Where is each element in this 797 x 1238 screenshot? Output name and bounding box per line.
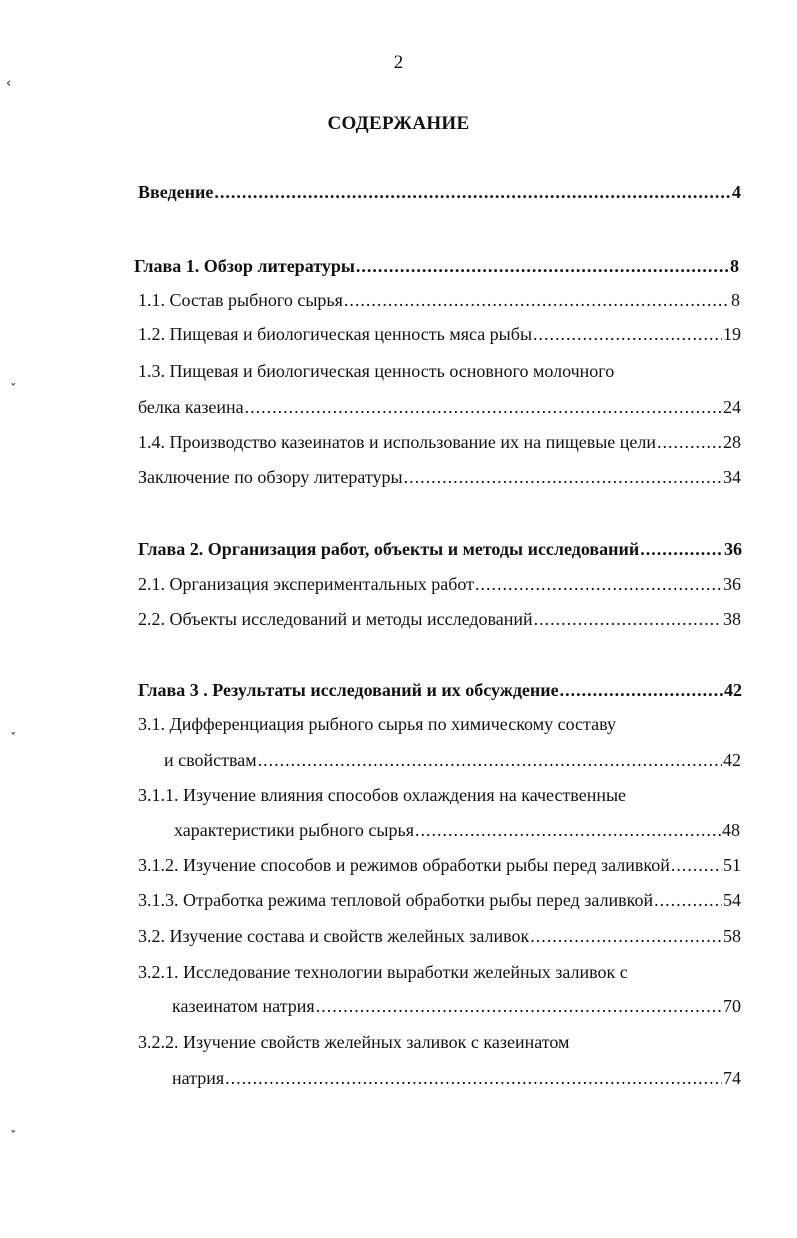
dot-leader: [671, 854, 722, 876]
dot-leader: [534, 608, 722, 630]
toc-entry-page: 42: [724, 680, 742, 700]
toc-entry-page: 24: [723, 397, 741, 417]
toc-entry-label: 3.1.3. Отработка режима тепловой обработки рыбы перед заливкой: [138, 890, 654, 910]
scan-margin-mark: ˇ: [10, 732, 17, 747]
toc-entry-label: 2.1. Организация экспериментальных работ: [138, 574, 474, 594]
toc-entry-3-1-2: [138, 854, 741, 876]
toc-entry-label: Глава 3 . Результаты исследований и их обсуждение: [138, 680, 559, 700]
toc-entry-page: 4: [732, 182, 741, 202]
toc-entry-label: Глава 1. Обзор литературы: [134, 256, 355, 276]
toc-entry-label: 1.1. Состав рыбного сырья: [138, 290, 343, 310]
toc-entry-page: 34: [723, 467, 741, 487]
toc-entry-page: 19: [723, 324, 741, 344]
toc-entry-1-3-line1: 1.3. Пищевая и биологическая ценность основного молочного: [138, 361, 615, 381]
toc-entry-intro: [138, 181, 741, 203]
toc-entry-1-2: [138, 323, 741, 345]
toc-entry-page: 74: [723, 1068, 741, 1088]
toc-entry-1-3: [138, 396, 741, 418]
toc-entry-1-4: [138, 431, 741, 453]
toc-entry-label: Глава 2. Организация работ, объекты и методы исследований: [138, 539, 640, 559]
toc-title: СОДЕРЖАНИЕ: [327, 113, 470, 134]
dot-leader: [415, 819, 721, 841]
toc-entry-3-2-2: [172, 1067, 741, 1089]
toc-entry-3-1-1: [174, 819, 740, 841]
dot-leader: [356, 255, 729, 277]
toc-entry-3-1-1-line1: 3.1.1. Изучение влияния способов охлаждения на качественные: [138, 785, 627, 805]
dot-leader: [225, 1067, 722, 1089]
toc-entry-page: 8: [730, 256, 739, 276]
toc-entry-page: 51: [723, 855, 741, 875]
page-number: 2: [393, 52, 404, 73]
toc-entry-label: и свойствам: [164, 750, 257, 770]
toc-entry-label: 2.2. Объекты исследований и методы исследований: [138, 609, 533, 629]
dot-leader: [654, 889, 722, 911]
dot-leader: [475, 573, 722, 595]
toc-entry-3-1-3: [138, 889, 741, 911]
toc-entry-label: 3.1.2. Изучение способов и режимов обработки рыбы перед заливкой: [138, 855, 670, 875]
toc-entry-page: 70: [723, 996, 741, 1016]
scan-margin-mark: ˇ: [10, 1130, 17, 1145]
toc-entry-3-2-2-line1: 3.2.2. Изучение свойств желейных заливок с казеинатом: [138, 1032, 570, 1052]
toc-entry-3-2: [138, 925, 741, 947]
toc-entry-page: 36: [724, 539, 742, 559]
dot-leader: [316, 995, 722, 1017]
toc-entry-label: 1.4. Производство казеинатов и использование их на пищевые цели: [138, 432, 657, 452]
toc-entry-3-2-1-line1: 3.2.1. Исследование технологии выработки желейных заливок с: [138, 962, 628, 982]
toc-entry-page: 36: [723, 574, 741, 594]
toc-entry-label: натрия: [172, 1068, 225, 1088]
toc-entry-chapter-1: [134, 255, 739, 277]
toc-entry-page: 58: [723, 926, 741, 946]
dot-leader: [530, 925, 722, 947]
scan-margin-mark: ˇ: [10, 383, 17, 398]
dot-leader: [533, 323, 722, 345]
toc-entry-page: 54: [723, 890, 741, 910]
dot-leader: [258, 749, 722, 771]
toc-entry-label: 3.2. Изучение состава и свойств желейных заливок: [138, 926, 530, 946]
toc-entry-label: 1.2. Пищевая и биологическая ценность мяса рыбы: [138, 324, 533, 344]
toc-entry-page: 42: [723, 750, 741, 770]
dot-leader: [560, 679, 723, 701]
toc-entry-page: 48: [722, 820, 740, 840]
dot-leader: [245, 396, 722, 418]
toc-entry-chapter-2: [138, 538, 742, 560]
toc-entry-label: казеинатом натрия: [172, 996, 315, 1016]
dot-leader: [640, 538, 723, 560]
dot-leader: [657, 431, 722, 453]
toc-entry-label: характеристики рыбного сырья: [174, 820, 414, 840]
dot-leader: [344, 289, 730, 311]
toc-entry-page: 38: [723, 609, 741, 629]
toc-entry-page: 8: [731, 290, 740, 310]
toc-entry-label: белка казеина: [138, 397, 244, 417]
toc-entry-2-1: [138, 573, 741, 595]
toc-entry-chapter-3: [138, 679, 742, 701]
dot-leader: [404, 466, 722, 488]
toc-entry-1-1: [138, 289, 740, 311]
toc-entry-page: 28: [723, 432, 741, 452]
scan-margin-mark: ‹: [6, 76, 12, 91]
toc-entry-label: Заключение по обзору литературы: [138, 467, 403, 487]
toc-entry-label: Введение: [138, 182, 214, 202]
toc-entry-3-1: [164, 749, 741, 771]
toc-entry-conclusion: [138, 466, 741, 488]
dot-leader: [214, 181, 731, 203]
toc-entry-3-2-1: [172, 995, 741, 1017]
toc-entry-2-2: [138, 608, 741, 630]
toc-entry-3-1-line1: 3.1. Дифференциация рыбного сырья по химическому составу: [138, 714, 616, 734]
